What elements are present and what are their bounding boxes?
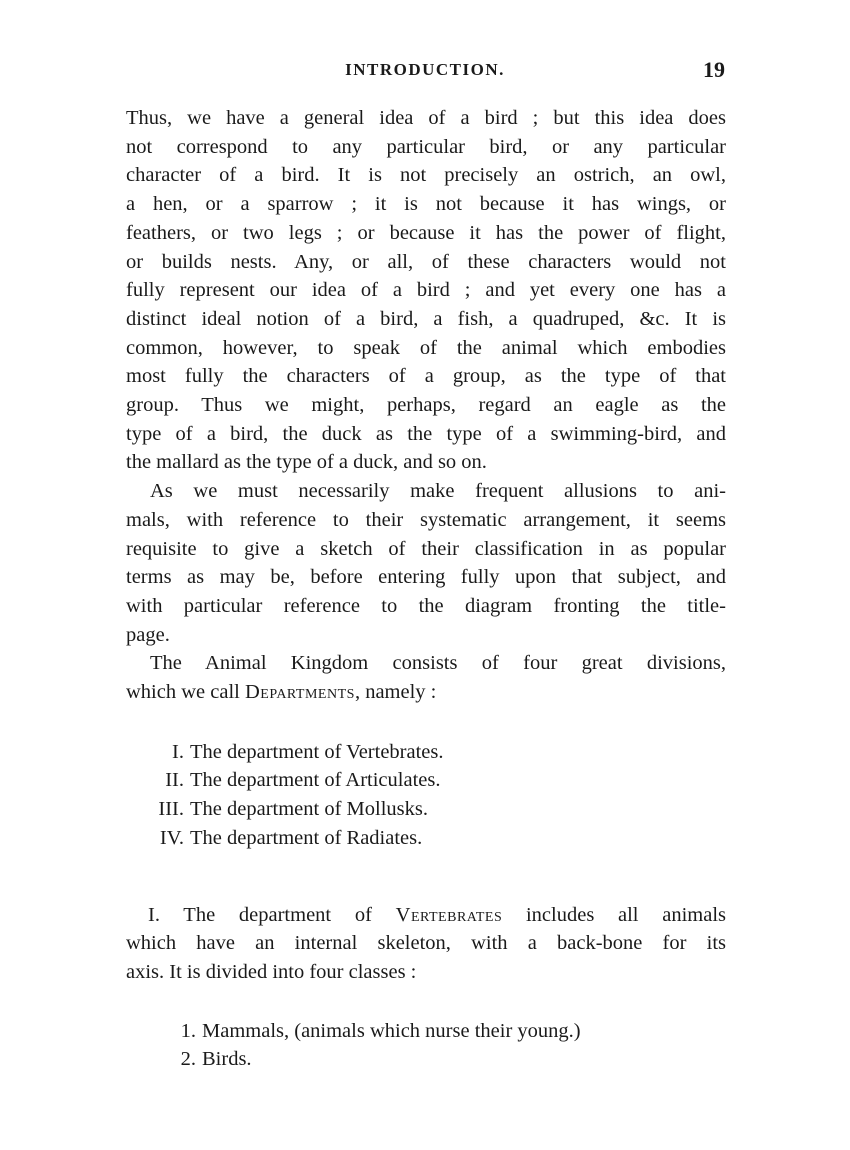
text-line bbox=[126, 678, 726, 707]
text-fragment: , namely : bbox=[354, 681, 437, 704]
list-item bbox=[126, 1045, 726, 1074]
list-item bbox=[126, 1017, 726, 1046]
text-line: character of a bird. It is not precisely an ostrich, an owl, bbox=[126, 164, 726, 187]
list-number: 1. bbox=[180, 1019, 196, 1042]
list-item bbox=[126, 795, 726, 824]
text-line bbox=[126, 901, 726, 930]
text-line: a hen, or a sparrow ; it is not because it has wings, or bbox=[126, 193, 726, 216]
paragraph-classification-sketch bbox=[126, 477, 726, 649]
text-line: mals, with reference to their systematic arrangement, it seems bbox=[126, 508, 726, 531]
list-text: The department of Vertebrates. bbox=[190, 740, 444, 763]
paragraph-vertebrates bbox=[126, 901, 726, 987]
classes-list bbox=[126, 1017, 726, 1074]
list-text: The department of Mollusks. bbox=[190, 798, 428, 821]
list-text: The department of Articulates. bbox=[190, 769, 441, 792]
text-line: with particular reference to the diagram fronting the title- bbox=[126, 594, 726, 617]
text-line: the mallard as the type of a duck, and so on. bbox=[126, 451, 487, 474]
running-title: INTRODUCTION. bbox=[345, 60, 505, 79]
list-number: II. bbox=[165, 769, 184, 792]
text-line: not correspond to any particular bird, or any particular bbox=[126, 135, 726, 158]
text-line: most fully the characters of a group, as the type of that bbox=[126, 365, 726, 388]
departments-list bbox=[126, 738, 726, 853]
list-text: Birds. bbox=[202, 1048, 252, 1071]
list-item bbox=[126, 766, 726, 795]
body-text bbox=[126, 104, 726, 1074]
text-line: fully represent our idea of a bird ; and yet every one has a bbox=[126, 279, 726, 302]
small-caps-term: Departments bbox=[244, 681, 355, 704]
list-number: 2. bbox=[180, 1048, 196, 1071]
text-line: Thus, we have a general idea of a bird ; but this idea does bbox=[126, 107, 726, 129]
list-number: III. bbox=[158, 798, 184, 821]
text-fragment: includes all animals bbox=[502, 903, 726, 926]
text-fragment: I. The department of bbox=[148, 903, 396, 926]
text-fragment: which we call bbox=[126, 681, 245, 704]
list-text: Mammals, (animals which nurse their young.) bbox=[202, 1019, 581, 1042]
text-line: page. bbox=[126, 623, 170, 646]
text-line: The Animal Kingdom consists of four great divisions, bbox=[150, 652, 726, 675]
page-number: 19 bbox=[703, 57, 725, 82]
text-line: requisite to give a sketch of their classification in as popular bbox=[126, 537, 726, 560]
text-line: which have an internal skeleton, with a back-bone for its bbox=[126, 932, 726, 955]
text-line: group. Thus we might, perhaps, regard an eagle as the bbox=[126, 394, 726, 417]
list-item bbox=[126, 738, 726, 767]
text-line: distinct ideal notion of a bird, a fish, a quadruped, &c. It is bbox=[126, 307, 726, 330]
text-line: feathers, or two legs ; or because it has the power of flight, bbox=[126, 221, 726, 244]
list-number: IV. bbox=[159, 826, 184, 849]
text-line: or builds nests. Any, or all, of these characters would not bbox=[126, 250, 726, 273]
list-item bbox=[126, 824, 726, 853]
text-line: As we must necessarily make frequent allusions to ani- bbox=[150, 480, 726, 503]
text-line: common, however, to speak of the animal which embodies bbox=[126, 336, 726, 359]
running-head bbox=[125, 57, 725, 90]
list-text: The department of Radiates. bbox=[190, 826, 423, 849]
list-number: I. bbox=[172, 740, 184, 763]
paragraph-kingdom-divisions bbox=[126, 649, 726, 706]
small-caps-term: Vertebrates bbox=[395, 903, 503, 926]
text-line: axis. It is divided into four classes : bbox=[126, 960, 417, 983]
text-line: type of a bird, the duck as the type of a swimming-bird, and bbox=[126, 422, 726, 445]
text-line: terms as may be, before entering fully upon that subject, and bbox=[126, 566, 726, 589]
paragraph-type-concept bbox=[126, 104, 726, 477]
